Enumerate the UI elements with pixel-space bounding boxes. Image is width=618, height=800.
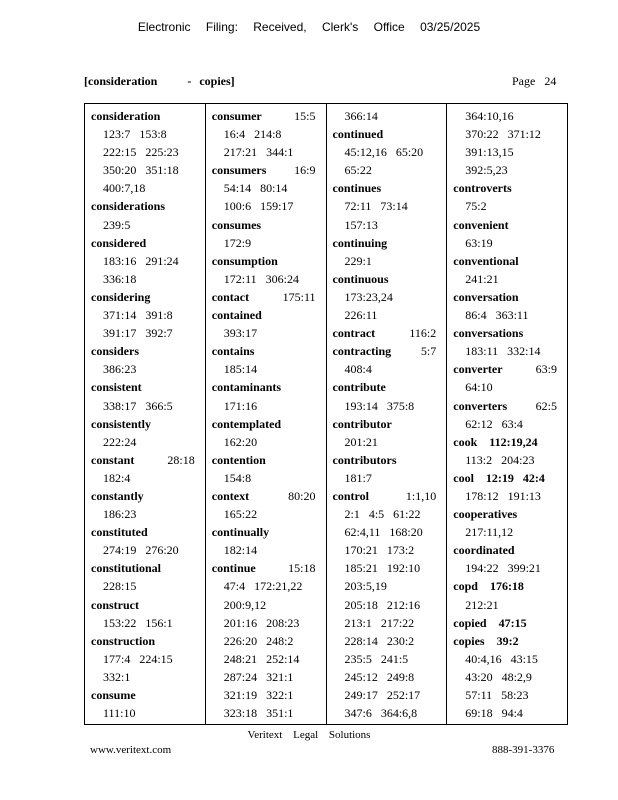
index-term: contemplated [211, 416, 282, 431]
page-line-refs: 217:11,12 [465, 525, 514, 540]
page-line-refs: 157:13 [344, 217, 378, 232]
term-page-ref: 116:2 [409, 326, 437, 341]
page-line-refs: 408:4 [344, 362, 372, 377]
index-term [453, 614, 561, 632]
index-term [453, 632, 561, 650]
page-line-refs: 228:14 230:2 [344, 633, 415, 648]
page-line-refs: 391:17 392:7 [103, 326, 173, 341]
term-page-ref: 175:11 [282, 289, 316, 304]
page-value: 24 [544, 74, 557, 88]
page-line-refs: 64:10 [465, 380, 493, 395]
page-line-refs: 185:21 192:10 [344, 561, 421, 576]
range-end: copies] [199, 74, 235, 88]
page-line-refs: 154:8 [223, 470, 252, 485]
filing-stamp-word: Office [373, 20, 405, 34]
term-page-ref: 47:15 [498, 615, 527, 630]
index-term [453, 360, 561, 378]
page-line-refs: 194:22 399:21 [465, 561, 541, 576]
index-term: consume [91, 688, 136, 702]
page-line-refs: 162:20 [223, 434, 258, 449]
index-range [84, 74, 235, 89]
index-term: construction [91, 633, 155, 648]
term-word: cool [453, 470, 474, 485]
page-line-refs: 178:12 191:13 [465, 488, 541, 503]
index-term: contaminants [211, 380, 282, 395]
page-line-refs: 229:1 [344, 253, 372, 268]
page-line-refs: 239:5 [103, 217, 131, 232]
page-line-refs: 393:17 [223, 326, 258, 341]
range-start: [consideration [84, 74, 158, 88]
index-term [212, 161, 320, 179]
index-term: contributors [332, 452, 397, 467]
index-term: contains [211, 344, 255, 359]
term-page-ref: 1:1,10 [405, 488, 437, 503]
page-line-refs: 186:23 [103, 507, 137, 522]
page-line-refs: 153:22 156:1 [103, 615, 173, 630]
index-term: contained [211, 308, 262, 323]
term-page-ref: 62:5 [535, 398, 557, 413]
page-line-refs: 173:23,24 [344, 289, 393, 304]
page-line-refs: 54:14 80:14 [223, 181, 288, 196]
filing-stamp [0, 20, 618, 34]
term-word: consumers [211, 163, 267, 178]
term-page-ref: 63:9 [535, 362, 557, 377]
footer-website: www.veritext.com [90, 744, 172, 756]
index-term [91, 451, 199, 469]
page-line-refs: 222:24 [103, 434, 137, 449]
page-line-refs: 201:16 208:23 [223, 615, 300, 630]
index-term: contention [211, 452, 266, 467]
page-line-refs: 200:9,12 [223, 597, 267, 612]
page-line-refs: 177:4 224:15 [103, 651, 173, 666]
term-word: copd [453, 579, 478, 594]
footer-company [0, 729, 618, 741]
term-word: cook [453, 434, 478, 449]
index-term: considerations [91, 199, 166, 214]
index-term: cooperatives [453, 507, 518, 522]
page-line-refs: 321:19 322:1 [223, 688, 294, 702]
page-line-refs: 274:19 276:20 [103, 543, 179, 558]
index-term: construct [91, 597, 139, 612]
term-page-ref: 112:19,24 [489, 434, 538, 449]
page-line-refs: 123:7 153:8 [103, 127, 167, 142]
page-line-refs: 366:14 [344, 109, 378, 123]
term-word: context [211, 488, 250, 503]
index-term: continuing [332, 235, 388, 250]
index-term: constantly [91, 488, 144, 503]
filing-stamp-word: Received, [253, 20, 307, 34]
footer-phone: 888-391-3376 [492, 744, 555, 756]
index-term: conversations [453, 326, 524, 341]
index-term: continuous [332, 271, 389, 286]
page-line-refs: 400:7,18 [103, 181, 146, 196]
page-line-refs: 43:20 48:2,9 [465, 669, 532, 684]
term-page-ref: 15:18 [288, 561, 316, 576]
index-term [453, 469, 561, 487]
page-line-refs: 226:20 248:2 [223, 633, 294, 648]
page-line-refs: 111:10 [103, 706, 136, 721]
term-page-ref: 15:5 [294, 109, 316, 123]
index-term [333, 487, 441, 505]
page-line-refs: 69:18 94:4 [465, 706, 523, 721]
page-line-refs: 181:7 [344, 470, 372, 485]
page-line-refs: 249:17 252:17 [344, 688, 421, 702]
filing-stamp-word: Clerk's [321, 20, 359, 34]
page-line-refs: 386:23 [103, 362, 137, 377]
index-term: coordinated [453, 543, 515, 558]
term-page-ref: 176:18 [489, 579, 524, 594]
page-line-refs: 2:1 4:5 61:22 [344, 507, 421, 522]
page-line-refs: 241:21 [465, 271, 499, 286]
index-term: conversation [453, 289, 519, 304]
page-line-refs: 100:6 159:17 [223, 199, 294, 214]
page-number [512, 74, 556, 89]
index-term: conventional [453, 253, 519, 268]
word-index-table [84, 103, 568, 725]
term-page-ref: 39:2 [496, 633, 519, 648]
footer-word: Legal [293, 729, 319, 741]
page-line-refs: 205:18 212:16 [344, 597, 421, 612]
term-page-ref: 5:7 [420, 344, 437, 359]
page-line-refs: 171:16 [223, 398, 258, 413]
page-line-refs: 182:14 [223, 543, 258, 558]
page-line-refs: 75:2 [465, 199, 487, 214]
page-line-refs: 113:2 204:23 [465, 452, 535, 467]
page-line-refs: 212:21 [465, 597, 499, 612]
term-word: copies [453, 633, 485, 648]
page-line-refs: 193:14 375:8 [344, 398, 415, 413]
page-line-refs: 391:13,15 [465, 145, 514, 160]
index-term: contribute [332, 380, 386, 395]
page-line-refs: 63:19 [465, 235, 493, 250]
term-word: copied [453, 615, 487, 630]
page-line-refs: 332:1 [103, 669, 131, 684]
page-line-refs: 347:6 364:6,8 [344, 706, 418, 721]
index-term [212, 107, 320, 125]
index-term: contributor [332, 416, 392, 431]
filing-stamp-word: Filing: [205, 20, 238, 34]
index-term [453, 433, 561, 451]
index-term: consideration [91, 109, 161, 123]
index-term: considers [91, 344, 139, 359]
page-line-refs: 213:1 217:22 [344, 615, 415, 630]
term-word: contact [211, 289, 250, 304]
page-line-refs: 170:21 173:2 [344, 543, 415, 558]
index-term: continues [332, 181, 382, 196]
page-line-refs: 57:11 58:23 [465, 688, 529, 702]
index-term: continually [211, 525, 270, 540]
page-line-refs: 248:21 252:14 [223, 651, 300, 666]
page-line-refs: 172:9 [223, 235, 252, 250]
page-line-refs: 62:4,11 168:20 [344, 525, 423, 540]
filing-stamp-date: 03/25/2025 [420, 20, 481, 34]
index-column [85, 104, 205, 724]
index-term: consumption [211, 253, 278, 268]
index-term: continued [332, 127, 384, 142]
term-word: constant [91, 452, 135, 467]
page-line-refs: 165:22 [223, 507, 258, 522]
page-line-refs: 40:4,16 43:15 [465, 651, 538, 666]
page-line-refs: 338:17 366:5 [103, 398, 173, 413]
index-column [205, 104, 326, 724]
page-line-refs: 336:18 [103, 271, 137, 286]
page-line-refs: 323:18 351:1 [223, 706, 294, 721]
index-term: constitutional [91, 561, 162, 576]
index-column [446, 104, 567, 724]
page-line-refs: 47:4 172:21,22 [223, 579, 303, 594]
page-line-refs: 183:11 332:14 [465, 344, 541, 359]
page-line-refs: 62:12 63:4 [465, 416, 523, 431]
term-word: converter [453, 362, 503, 377]
page-line-refs: 370:22 371:12 [465, 127, 541, 142]
term-word: control [332, 488, 369, 503]
term-word: converters [453, 398, 508, 413]
page-line-refs: 203:5,19 [344, 579, 387, 594]
page-line-refs: 364:10,16 [465, 109, 514, 123]
page-line-refs: 16:4 214:8 [223, 127, 282, 142]
index-term [212, 288, 320, 306]
index-term [212, 487, 320, 505]
index-term [453, 577, 561, 595]
index-term: consistent [91, 380, 142, 395]
page-line-refs: 226:11 [344, 308, 378, 323]
page-line-refs: 245:12 249:8 [344, 669, 415, 684]
filing-stamp-word: Electronic [137, 20, 191, 34]
page-line-refs: 217:21 344:1 [223, 145, 294, 160]
page-line-refs: 183:16 291:24 [103, 253, 179, 268]
index-term: considered [91, 235, 147, 250]
page-label: Page [512, 74, 536, 88]
footer-word: Solutions [328, 729, 371, 741]
index-term [333, 324, 441, 342]
index-term [453, 397, 561, 415]
range-separator: - [187, 74, 192, 88]
term-page-ref: 16:9 [294, 163, 316, 178]
index-term: constituted [91, 525, 148, 540]
page-line-refs: 287:24 321:1 [223, 669, 294, 684]
index-term: consumes [211, 217, 262, 232]
page-line-refs: 201:21 [344, 434, 378, 449]
page-line-refs: 185:14 [223, 362, 258, 377]
term-page-ref: 12:19 42:4 [485, 470, 545, 485]
page-line-refs: 86:4 363:11 [465, 308, 529, 323]
index-column [326, 104, 447, 724]
footer-word: Veritext [247, 729, 283, 741]
page-line-refs: 228:15 [103, 579, 137, 594]
term-word: contract [332, 326, 376, 341]
term-word: continue [211, 561, 256, 576]
index-term: considering [91, 289, 151, 304]
term-page-ref: 28:18 [167, 452, 195, 467]
index-term: convenient [453, 217, 509, 232]
page-line-refs: 45:12,16 65:20 [344, 145, 424, 160]
page-line-refs: 235:5 241:5 [344, 651, 409, 666]
page-line-refs: 182:4 [103, 470, 131, 485]
page-line-refs: 392:5,23 [465, 163, 508, 178]
term-word: contracting [332, 344, 392, 359]
page-line-refs: 72:11 73:14 [344, 199, 408, 214]
index-term: controverts [453, 181, 512, 196]
index-term: consistently [91, 416, 151, 431]
page-line-refs: 65:22 [344, 163, 372, 178]
page-line-refs: 350:20 351:18 [103, 163, 179, 178]
index-term [212, 559, 320, 577]
term-word: consumer [211, 109, 262, 123]
term-page-ref: 80:20 [288, 488, 316, 503]
index-term [333, 342, 441, 360]
page-line-refs: 172:11 306:24 [223, 271, 299, 286]
page-line-refs: 371:14 391:8 [103, 308, 173, 323]
page-line-refs: 222:15 225:23 [103, 145, 179, 160]
